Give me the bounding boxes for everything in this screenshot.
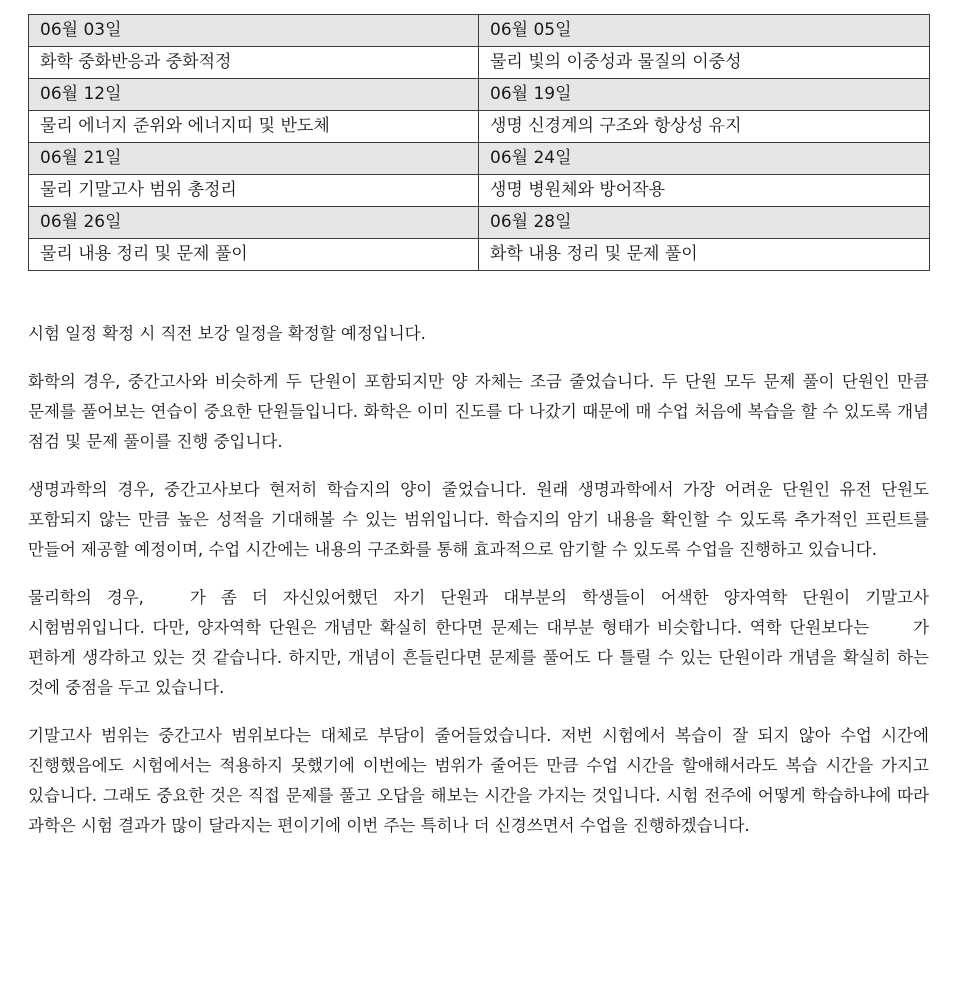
physics-text-part-1: 물리학의 경우, bbox=[28, 588, 144, 607]
schedule-date-cell: 06월 21일 bbox=[29, 143, 479, 175]
schedule-subject-cell: 물리 에너지 준위와 에너지띠 및 반도체 bbox=[29, 111, 479, 143]
schedule-subject-row bbox=[29, 47, 930, 79]
schedule-date-cell: 06월 19일 bbox=[479, 79, 930, 111]
notes-section bbox=[28, 319, 929, 859]
schedule-subject-cell: 생명 신경계의 구조와 항상성 유지 bbox=[479, 111, 930, 143]
schedule-subject-row bbox=[29, 111, 930, 143]
physics-text-part-2: 가 좀 더 자신있어했던 자기 단원과 대부분의 학생들이 어색한 양자역학 단원이 기말고사 시험범위입니다. 다만, 양자역학 단원은 개념만 확실히 한다면 문제는 대부분 형태가 비슷합니다. 역학 단원보다는 bbox=[28, 588, 929, 637]
schedule-subject-cell: 물리 기말고사 범위 총정리 bbox=[29, 175, 479, 207]
final-exam-paragraph: 기말고사 범위는 중간고사 범위보다는 대체로 부담이 줄어들었습니다. 저번 시험에서 복습이 잘 되지 않아 수업 시간에 진행했음에도 시험에서는 적용하지 못했기에 이번에는 범위가 줄어든 만큼 수업 시간을 할애해서라도 복습 시간을 가지고 있습니다. 그래도 중요한 것은 직접 문제를 풀고 오답을 해보는 시간을 가지는 것입니다. 시험 전주에 어떻게 학습하냐에 따라 과학은 시험 결과가 많이 달라지는 편이기에 이번 주는 특히나 더 신경쓰면서 수업을 진행하겠습니다. bbox=[28, 726, 929, 835]
physics-text-part-3: 가 편하게 생각하고 있는 것 같습니다. 하지만, 개념이 흔들린다면 문제를 풀어도 다 틀릴 수 있는 단원이라 개념을 확실히 하는 것에 중점을 두고 있습니다. bbox=[28, 618, 929, 697]
schedule-date-row bbox=[29, 79, 930, 111]
schedule-subject-row bbox=[29, 239, 930, 271]
schedule-subject-cell: 화학 내용 정리 및 문제 풀이 bbox=[479, 239, 930, 271]
schedule-date-cell: 06월 05일 bbox=[479, 15, 930, 47]
physics-paragraph bbox=[28, 583, 929, 703]
exam-schedule-note: 시험 일정 확정 시 직전 보강 일정을 확정할 예정입니다. bbox=[28, 324, 426, 343]
schedule-subject-cell: 화학 중화반응과 중화적정 bbox=[29, 47, 479, 79]
schedule-date-row bbox=[29, 15, 930, 47]
schedule-table bbox=[28, 14, 930, 271]
schedule-body bbox=[29, 15, 930, 271]
schedule-subject-cell: 물리 빛의 이중성과 물질의 이중성 bbox=[479, 47, 930, 79]
biology-paragraph: 생명과학의 경우, 중간고사보다 현저히 학습지의 양이 줄었습니다. 원래 생명과학에서 가장 어려운 단원인 유전 단원도 포함되지 않는 만큼 높은 성적을 기대해볼 수 있는 범위입니다. 학습지의 암기 내용을 확인할 수 있도록 추가적인 프린트를 만들어 제공할 예정이며, 수업 시간에는 내용의 구조화를 통해 효과적으로 암기할 수 있도록 수업을 진행하고 있습니다. bbox=[28, 480, 929, 559]
schedule-date-row bbox=[29, 143, 930, 175]
schedule-date-cell: 06월 28일 bbox=[479, 207, 930, 239]
schedule-date-cell: 06월 24일 bbox=[479, 143, 930, 175]
schedule-subject-cell: 물리 내용 정리 및 문제 풀이 bbox=[29, 239, 479, 271]
schedule-date-row bbox=[29, 207, 930, 239]
schedule-date-cell: 06월 12일 bbox=[29, 79, 479, 111]
chemistry-paragraph: 화학의 경우, 중간고사와 비슷하게 두 단원이 포함되지만 양 자체는 조금 줄었습니다. 두 단원 모두 문제 풀이 단원인 만큼 문제를 풀어보는 연습이 중요한 단원들입니다. 화학은 이미 진도를 다 나갔기 때문에 매 수업 처음에 복습을 할 수 있도록 개념 점검 및 문제 풀이를 진행 중입니다. bbox=[28, 372, 929, 451]
schedule-date-cell: 06월 26일 bbox=[29, 207, 479, 239]
schedule-subject-row bbox=[29, 175, 930, 207]
schedule-date-cell: 06월 03일 bbox=[29, 15, 479, 47]
schedule-subject-cell: 생명 병원체와 방어작용 bbox=[479, 175, 930, 207]
